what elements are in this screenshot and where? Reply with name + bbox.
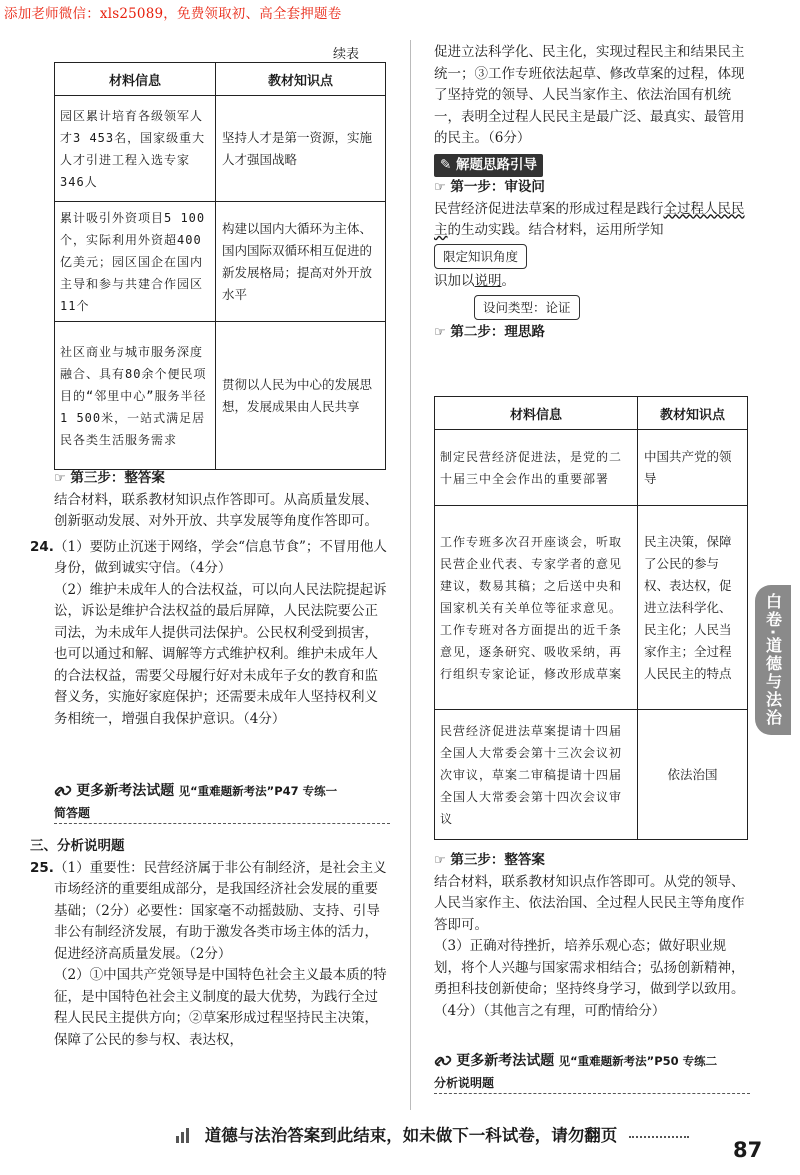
step1-heading: ☞ 第一步：审设问: [434, 179, 545, 195]
question-24: [30, 537, 390, 731]
guide-icon: ✎: [440, 156, 452, 173]
right-table: [434, 396, 748, 840]
table-row: [435, 506, 748, 710]
more-title: 更多新考法试题: [76, 783, 175, 799]
more-ref: 见“重难题新考法”P50 专练二: [558, 1054, 718, 1068]
link-icon: [434, 1053, 452, 1069]
side-tab: 白卷·道德与法治: [755, 585, 791, 735]
right-column-2: [434, 850, 748, 1022]
table-cell-material: 工作专班多次召开座谈会，听取民营企业代表、专家学者的意见建议，数易其稿；之后送中央和国家机关有关单位等征求意见。工作专班对各方面提出的近千条意见，逐条研究、吸收采纳，再行组织专家论证，修改形成草案: [435, 506, 638, 710]
step1-text: 民营经济促进法草案的形成过程是践行全过程人民民主的生动实践。结合材料，运用所学知: [434, 200, 745, 238]
section-heading: 三、分析说明题: [30, 838, 125, 854]
table-cell-knowledge: 坚持人才是第一资源，实施人才强国战略: [216, 96, 386, 202]
table-row: [55, 96, 386, 202]
right-column: [434, 42, 748, 344]
column-divider: [410, 40, 411, 1110]
step3-text: 结合材料，联系教材知识点作答即可。从党的领导、人民当家作主、依法治国、全过程人民民主等角度作答即可。: [434, 873, 745, 933]
guide-heading: [434, 154, 748, 178]
continued-label: 续表: [333, 47, 360, 62]
question-25: [30, 858, 390, 1052]
table-header: 教材知识点: [638, 397, 748, 430]
more-subtitle: 分析说明题: [434, 1072, 750, 1094]
step3-text: 结合材料，联系教材知识点作答即可。从高质量发展、创新驱动发展、对外开放、共享发展等角度作答即可。: [54, 491, 378, 529]
question-number: 25.: [30, 859, 54, 876]
page-number: 87: [733, 1138, 763, 1162]
table-cell-material: 社区商业与城市服务深度融合、具有80余个便民项目的“邻里中心”服务半径1 500米，一站式满足居民各类生活服务需求: [55, 322, 216, 470]
table-cell-knowledge: 贯彻以人民为中心的发展思想，发展成果由人民共享: [216, 322, 386, 470]
step3-heading: ☞ 第三步：整答案: [54, 470, 165, 486]
pointing-hand-icon: ☞: [434, 180, 446, 195]
table-header: 材料信息: [435, 397, 638, 430]
watermark: 添加老师微信：xls25089，免费领取初、高全套押题卷: [4, 6, 342, 22]
more-questions-2[interactable]: [434, 1050, 750, 1094]
table-row: [55, 322, 386, 470]
table-cell-knowledge: 民主决策，保障了公民的参与权、表达权，促进立法科学化、民主化；人民当家作主；全过程人民民主的特点: [638, 506, 748, 710]
answer-continued: 促进立法科学化、民主化，实现过程民主和结果民主统一；③工作专班依法起草、修改草案的过程，体现了坚持党的领导、人民当家作主、依法治国有机统一，表明全过程人民民主是最广泛、最真实、最管用的民主。（6分）: [434, 44, 745, 146]
pointing-hand-icon: ☞: [434, 853, 446, 868]
step1-text-cont: 识加以说明。: [434, 273, 515, 289]
more-questions-1[interactable]: [54, 780, 390, 824]
answer-part: （1）要防止沉迷于网络，学会“信息节食”；不冒用他人身份，做到诚实守信。（4分）: [54, 538, 387, 576]
table-cell-knowledge: 中国共产党的领导: [638, 430, 748, 506]
left-column-2: [30, 836, 390, 1051]
pointing-hand-icon: ☞: [434, 325, 446, 340]
table-cell-knowledge: 依法治国: [638, 710, 748, 840]
answer-part: （1）重要性：民营经济属于非公有制经济，是社会主义市场经济的重要组成部分，是我国经济社会发展的重要基础；（2分）必要性：国家毫不动摇鼓励、支持、引导非公有制经济发展，有助于激发各类市场主体的活力，促进经济高质量发展。（2分）: [54, 859, 387, 962]
more-ref: 见“重难题新考法”P47 专练一: [178, 784, 338, 798]
table-cell-knowledge: 构建以国内大循环为主体、国内国际双循环相互促进的新发展格局；提高对外开放水平: [216, 202, 386, 322]
table-cell-material: 累计吸引外资项目5 100个，实际利用外资超400亿美元；园区国企在国内主导和参与共建合作园区11个: [55, 202, 216, 322]
more-title: 更多新考法试题: [456, 1053, 555, 1069]
answer-part: （3）正确对待挫折，培养乐观心态；做好职业规划，将个人兴趣与国家需求相结合；弘扬创新精神，勇担科技创新使命；坚持终身学习，做到学以致用。（4分）（其他言之有理，可酌情给分）: [434, 938, 745, 1019]
answer-part: （2）①中国共产党领导是中国特色社会主义最本质的特征，是中国特色社会主义制度的最大优势，为践行全过程人民民主提供方向；②草案形成过程坚持民主决策，保障了公民的参与权、表达权，: [54, 967, 387, 1048]
table-cell-material: 园区累计培育各级领军人才3 453名，国家级重大人才引进工程入选专家346人: [55, 96, 216, 202]
table-cell-material: 制定民营经济促进法，是党的二十届三中全会作出的重要部署: [435, 430, 638, 506]
tag-knowledge-scope: 限定知识角度: [434, 244, 527, 270]
left-table: [54, 62, 386, 470]
dotted-line: [629, 1136, 689, 1138]
guide-badge: ✎ 解题思路引导: [434, 154, 543, 178]
pointing-hand-icon: ☞: [54, 471, 66, 486]
link-icon: [54, 783, 72, 799]
step3-heading: ☞ 第三步：整答案: [434, 852, 545, 868]
bar-chart-icon: [175, 1127, 193, 1147]
answer-part: （2）维护未成年人的合法权益，可以向人民法院提起诉讼，诉讼是维护合法权益的最后屏障，人民法院要公正司法，为未成年人提供司法保护。公民权利受到损害，也可以通过和解、调解等方式维护权利。维护未成年人的合法权益，需要父母履行好对未成年子女的教育和监督义务，实施好家庭保护；还需要未成年人坚持权利义务相统一，增强自我保护意识。（4分）: [54, 581, 387, 727]
table-cell-material: 民营经济促进法草案提请十四届全国人大常委会第十三次会议初次审议，草案二审稿提请十四届全国人大常委会第十四次会议审议: [435, 710, 638, 840]
table-row: [435, 710, 748, 840]
table-header: 材料信息: [55, 63, 216, 96]
tag-question-type: 设问类型：论证: [474, 295, 580, 321]
table-header: 教材知识点: [216, 63, 386, 96]
footer-note: 道德与法治答案到此结束，如未做下一科试卷，请勿翻页: [175, 1122, 689, 1147]
left-column: [30, 468, 390, 730]
step2-heading: ☞ 第二步：理思路: [434, 324, 545, 340]
table-row: [435, 430, 748, 506]
more-subtitle: 简答题: [54, 802, 390, 824]
question-number: 24.: [30, 538, 54, 555]
table-row: [55, 202, 386, 322]
